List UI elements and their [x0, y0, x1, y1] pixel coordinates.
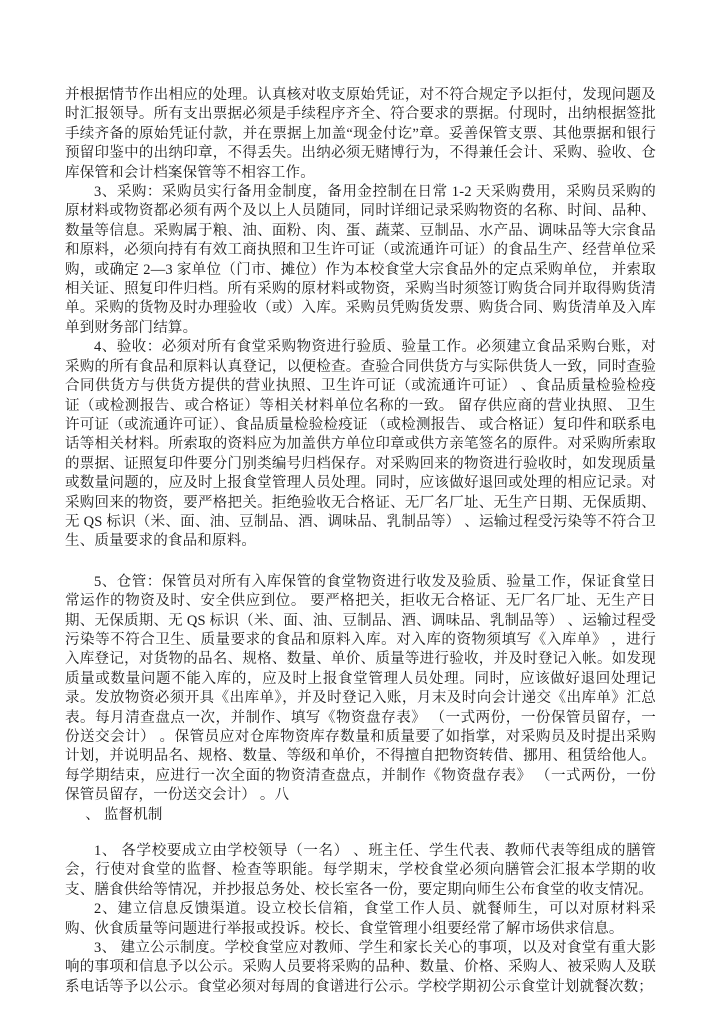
para-feedback-channel: 2、建立信息反馈渠道。设立校长信箱，食堂工作人员、就餐师生，可以对原材料采购、伙食质量等问题进行举报或投诉。校长、食堂管理小组要经常了解市场供求信息。 [65, 901, 656, 937]
para-procurement: 3、采购：采购员实行备用金制度，备用金控制在日常 1-2 天采购费用，采购员采购的原材料或物资都必须有两个及以上人员随同，同时详细记录采购物资的名称、时间、品种、数量等信息。采购属于粮、油、面粉、肉、蛋、蔬菜、豆制品、水产品、调味品等大宗食品和原料，必须向持有有效工商执照和卫生许可证（或流通许可证）的食品生产、经营单位采购，或确定 2—3 家单位（门市、摊位）作为本校食堂大宗食品外的定点采购单位， 并索取相关证、照复印件归档。所有采购的原材料或物资，采购当时须签订购货合同并取得购货清单。采购的货物及时办理验收（或）入库。采购员凭购货发票、购货合同、购货清单及入库单到财务部门结算。 [65, 184, 656, 336]
para-warehouse-management: 5、仓管：保管员对所有入库保管的食堂物资进行收发及验质、验量工作，保证食堂日常运作的物资及时、安全供应到位。 要严格把关，拒收无合格证、无厂名厂址、无生产日期、无保质期、无 QS 标识（米、面、油、豆制品、酒、调味品、乳制品等） 、运输过程受污染等不符合卫生、质量要求的食品和原料入库。对入库的资物须填写《入库单》 ，进行入库登记，对货物的品名、规格、数量、单价、质量等进行验收，并及时登记入帐。如发现质量或数量问题不能入库的，应及时上报食堂管理人员处理。同时，应该做好退回处理记录。发放物资必须开具《出库单》，并及时登记入账，月末及时向会计递交《出库单》汇总表。每月清查盘点一次，并制作、填写《物资盘存表》 （一式两份，一份保管员留存，一份送交会计） 。保管员应对仓库物资库存数量和质量要了如指掌，对采购员及时提出采购计划，并说明品名、规格、数量、等级和单价，不得擅自把物资转借、挪用、租赁给他人。每学期结束，应进行一次全面的物资清查盘点，并制作《物资盘存表》 （一式两份，一份保管员留存，一份送交会计） 。八 [65, 573, 656, 804]
para-cashier-handling: 并根据情节作出相应的处理。认真核对收支原始凭证，对不符合规定予以拒付，发现问题及时汇报领导。所有支出票据必须是手续程序齐全、符合要求的票据。付现时，出纳根据签批手续齐备的原始凭证付款，并在票据上加盖“现金付讫”章。妥善保管支票、其他票据和银行预留印鉴中的出纳印章，不得丢失。出纳必须无赌博行为，不得兼任会计、采购、验收、仓库保管和会计档案保管等不相容工作。 [65, 87, 656, 181]
para-canteen-committee: 1、 各学校要成立由学校领导（一名） 、班主任、学生代表、教师代表等组成的膳管会，行使对食堂的监督、检查等职能。每学期末，学校食堂必须向膳管会汇报本学期的收支、膳食供给等情况，并抄报总务处、校长室各一份，要定期向师生公布食堂的收支情况。 [65, 843, 656, 898]
heading-supervision-mechanism: 、 监督机制 [85, 806, 163, 823]
para-acceptance-inspection: 4、验收：必须对所有食堂采购物资进行验质、验量工作。必须建立食品采购台账，对采购的所有食品和原料认真登记，以便检查。查验合同供货方与实际供货人一致，同时查验合同供货方与供货方提供的营业执照、卫生许可证（或流通许可证） 、食品质量检验检疫证（或检测报告、或合格证）等相关材料单位名称的一致。 留存供应商的营业执照、 卫生许可证（或流通许可证）、食品质量检验检疫证 （或检测报告、 或合格证）复印件和联系电话等相关材料。所索取的资料应为加盖供方单位印章或供方亲笔签名的原件。对采购所索取的票据、证照复印件要分门别类编号归档保存。对采购回来的物资进行验收时，如发现质量或数量问题的，应及时上报食堂管理人员处理。同时，应该做好退回或处理的相应记录。对采购回来的物资，要严格把关。拒绝验收无合格证、无厂名厂址、无生产日期、无保质期、无 QS 标识（米、面、油、豆制品、酒、调味品、乳制品等） 、运输过程受污染等不符合卫生、质量要求的食品和原料。 [65, 339, 656, 550]
para-public-disclosure: 3、 建立公示制度。学校食堂应对教师、学生和家长关心的事项，以及对食堂有重大影响的事项和信息予以公示。采购人员要将采购的品种、数量、价格、采购人、被采购人及联系电话等予以公示。食堂必须对每周的食谱进行公示。学校学期初公示食堂计划就餐次数； [65, 940, 656, 995]
